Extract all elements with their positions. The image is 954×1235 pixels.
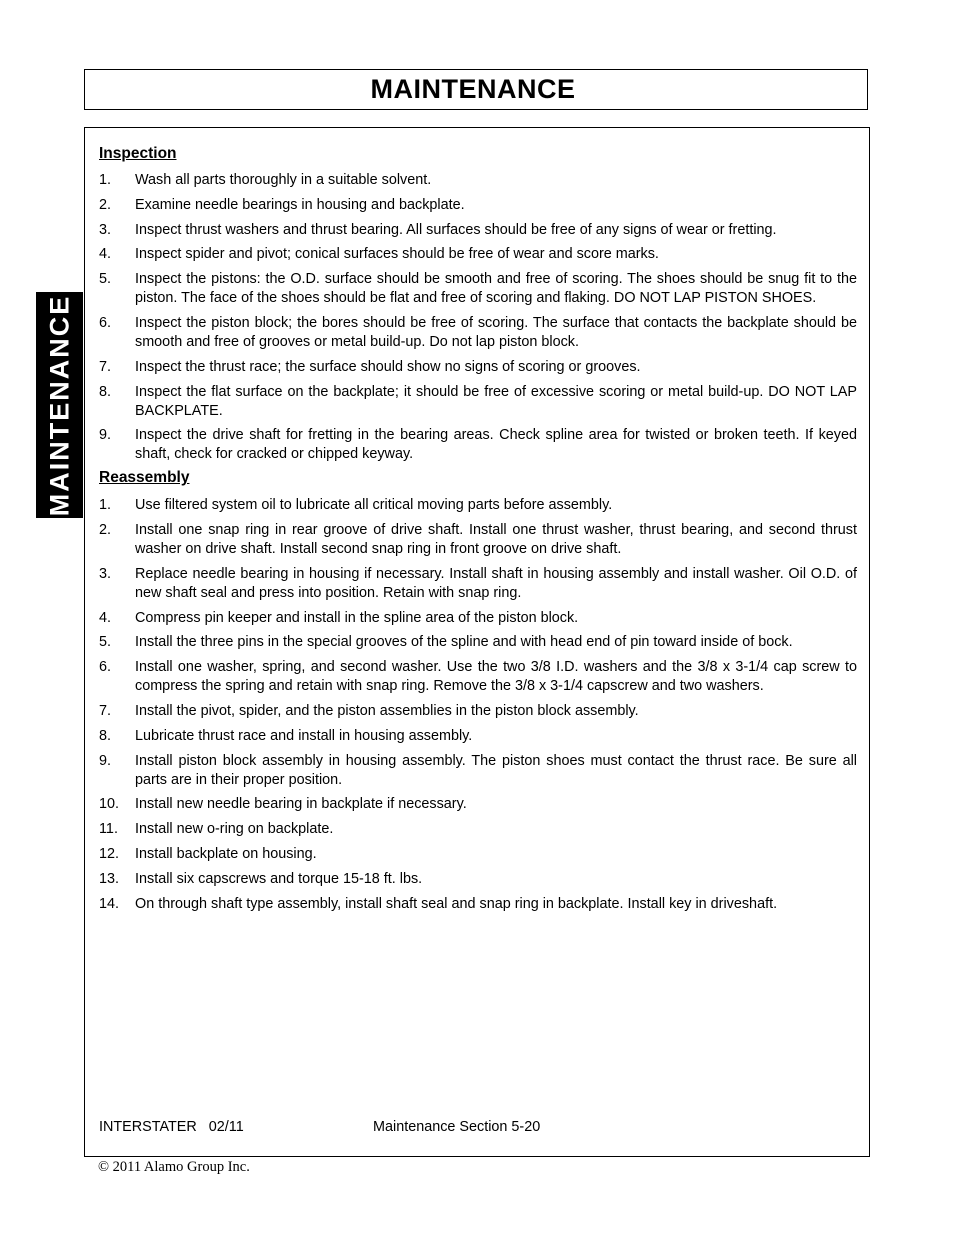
step-number: 1. bbox=[99, 497, 112, 514]
step-text: Install piston block assembly in housing assembly. The piston shoes must contact the thrust race. Be sure all parts are in their proper position. bbox=[135, 752, 857, 788]
step-number: 12. bbox=[99, 845, 120, 862]
reassembly-step bbox=[99, 895, 857, 914]
reassembly-heading: Reassembly bbox=[99, 469, 190, 487]
step-text: Examine needle bearings in housing and backplate. bbox=[135, 196, 465, 213]
page-title: MAINTENANCE bbox=[370, 74, 576, 104]
step-number: 2. bbox=[99, 521, 112, 538]
step-text: On through shaft type assembly, install shaft seal and snap ring in backplate. Install key in driveshaft. bbox=[135, 895, 778, 912]
step-text: Wash all parts thoroughly in a suitable solvent. bbox=[135, 172, 432, 188]
side-tab-label: MAINTENANCE bbox=[44, 294, 74, 516]
step-text: Install new o-ring on backplate. bbox=[135, 821, 334, 838]
step-text: Install one snap ring in rear groove of drive shaft. Install one thrust washer, thrust bearing, and second thrust washer on drive shaft. Install second snap ring in front groove on drive shaft. bbox=[135, 521, 857, 557]
reassembly-list bbox=[99, 496, 857, 913]
footer-model-date: INTERSTATER 02/11 bbox=[99, 1119, 244, 1135]
inspection-step bbox=[99, 426, 857, 464]
step-text: Install backplate on housing. bbox=[135, 845, 317, 862]
step-number: 14. bbox=[99, 895, 120, 912]
step-number: 6. bbox=[99, 314, 112, 331]
step-number: 10. bbox=[99, 796, 120, 813]
step-text: Replace needle bearing in housing if necessary. Install shaft in housing assembly and install washer. Oil O.D. of new shaft seal and press into position. Retain with snap ring. bbox=[135, 565, 857, 601]
step-number: 5. bbox=[99, 271, 112, 288]
reassembly-step bbox=[99, 521, 857, 559]
content-body bbox=[99, 144, 857, 919]
step-number: 8. bbox=[99, 383, 112, 400]
step-text: Inspect thrust washers and thrust bearing. All surfaces should be free of any signs of wear or fretting. bbox=[135, 221, 777, 238]
reassembly-step bbox=[99, 496, 857, 515]
step-text: Compress pin keeper and install in the spline area of the piston block. bbox=[135, 609, 579, 626]
step-text: Inspect the pistons: the O.D. surface should be smooth and free of scoring. The shoes should be snug fit to the piston. The face of the shoes should be flat and free of scoring and flaking. DO NOT LAP PISTON SHOES. bbox=[135, 271, 857, 307]
step-number: 9. bbox=[99, 752, 112, 769]
step-text: Lubricate thrust race and install in housing assembly. bbox=[135, 727, 473, 744]
inspection-step bbox=[99, 196, 857, 215]
inspection-step bbox=[99, 270, 857, 308]
step-number: 7. bbox=[99, 358, 112, 375]
step-text: Inspect the flat surface on the backplate; it should be free of excessive scoring or metal build-up. DO NOT LAP BACKPLATE. bbox=[135, 383, 857, 419]
step-number: 4. bbox=[99, 246, 112, 263]
reassembly-step bbox=[99, 845, 857, 864]
inspection-step bbox=[99, 314, 857, 352]
step-number: 6. bbox=[99, 659, 112, 676]
step-text: Install the three pins in the special grooves of the spline and with head end of pin toward inside of bock. bbox=[135, 634, 793, 651]
step-text: Use filtered system oil to lubricate all critical moving parts before assembly. bbox=[135, 497, 613, 514]
inspection-step bbox=[99, 171, 857, 190]
step-number: 2. bbox=[99, 196, 112, 213]
reassembly-step bbox=[99, 658, 857, 696]
reassembly-step bbox=[99, 565, 857, 603]
inspection-step bbox=[99, 245, 857, 264]
step-text: Install one washer, spring, and second washer. Use the two 3/8 I.D. washers and the 3/8 x 3-1/4 cap screw to compress the spring and retain with snap ring. Remove the 3/8 x 3-1/4 capscrew and two washers. bbox=[135, 659, 857, 695]
reassembly-step bbox=[99, 820, 857, 839]
reassembly-step bbox=[99, 795, 857, 814]
footer-section: Maintenance Section 5-20 bbox=[373, 1119, 541, 1135]
inspection-step bbox=[99, 358, 857, 377]
reassembly-step bbox=[99, 633, 857, 652]
copyright-notice: © 2011 Alamo Group Inc. bbox=[98, 1159, 250, 1175]
step-number: 11. bbox=[99, 821, 118, 838]
step-text: Inspect spider and pivot; conical surfaces should be free of wear and score marks. bbox=[135, 246, 659, 263]
inspection-heading: Inspection bbox=[99, 145, 177, 162]
inspection-step bbox=[99, 383, 857, 421]
content-frame bbox=[84, 127, 870, 1157]
reassembly-step bbox=[99, 609, 857, 628]
step-text: Inspect the thrust race; the surface should show no signs of scoring or grooves. bbox=[135, 358, 641, 375]
step-text: Install new needle bearing in backplate if necessary. bbox=[135, 796, 467, 813]
reassembly-step bbox=[99, 752, 857, 790]
step-text: Inspect the drive shaft for fretting in the bearing areas. Check spline area for twisted or broken teeth. If keyed shaft, check for cracked or chipped keyway. bbox=[135, 427, 857, 463]
step-number: 4. bbox=[99, 609, 112, 626]
step-text: Install the pivot, spider, and the piston assemblies in the piston block assembly. bbox=[135, 702, 639, 719]
reassembly-step bbox=[99, 702, 857, 721]
step-number: 1. bbox=[99, 172, 112, 188]
step-number: 3. bbox=[99, 221, 112, 238]
inspection-step bbox=[99, 221, 857, 240]
inspection-list bbox=[99, 171, 857, 464]
reassembly-step bbox=[99, 870, 857, 889]
step-text: Inspect the piston block; the bores should be free of scoring. The surface that contacts the backplate should be smooth and free of grooves or metal build-up. Do not lap piston block. bbox=[135, 314, 857, 350]
page-header bbox=[84, 69, 868, 110]
step-text: Install six capscrews and torque 15-18 ft. lbs. bbox=[135, 870, 423, 887]
step-number: 8. bbox=[99, 727, 112, 744]
step-number: 9. bbox=[99, 427, 112, 444]
reassembly-step bbox=[99, 727, 857, 746]
step-number: 5. bbox=[99, 634, 112, 651]
step-number: 3. bbox=[99, 565, 112, 582]
side-tab bbox=[36, 292, 83, 518]
step-number: 13. bbox=[99, 870, 120, 887]
step-number: 7. bbox=[99, 702, 112, 719]
